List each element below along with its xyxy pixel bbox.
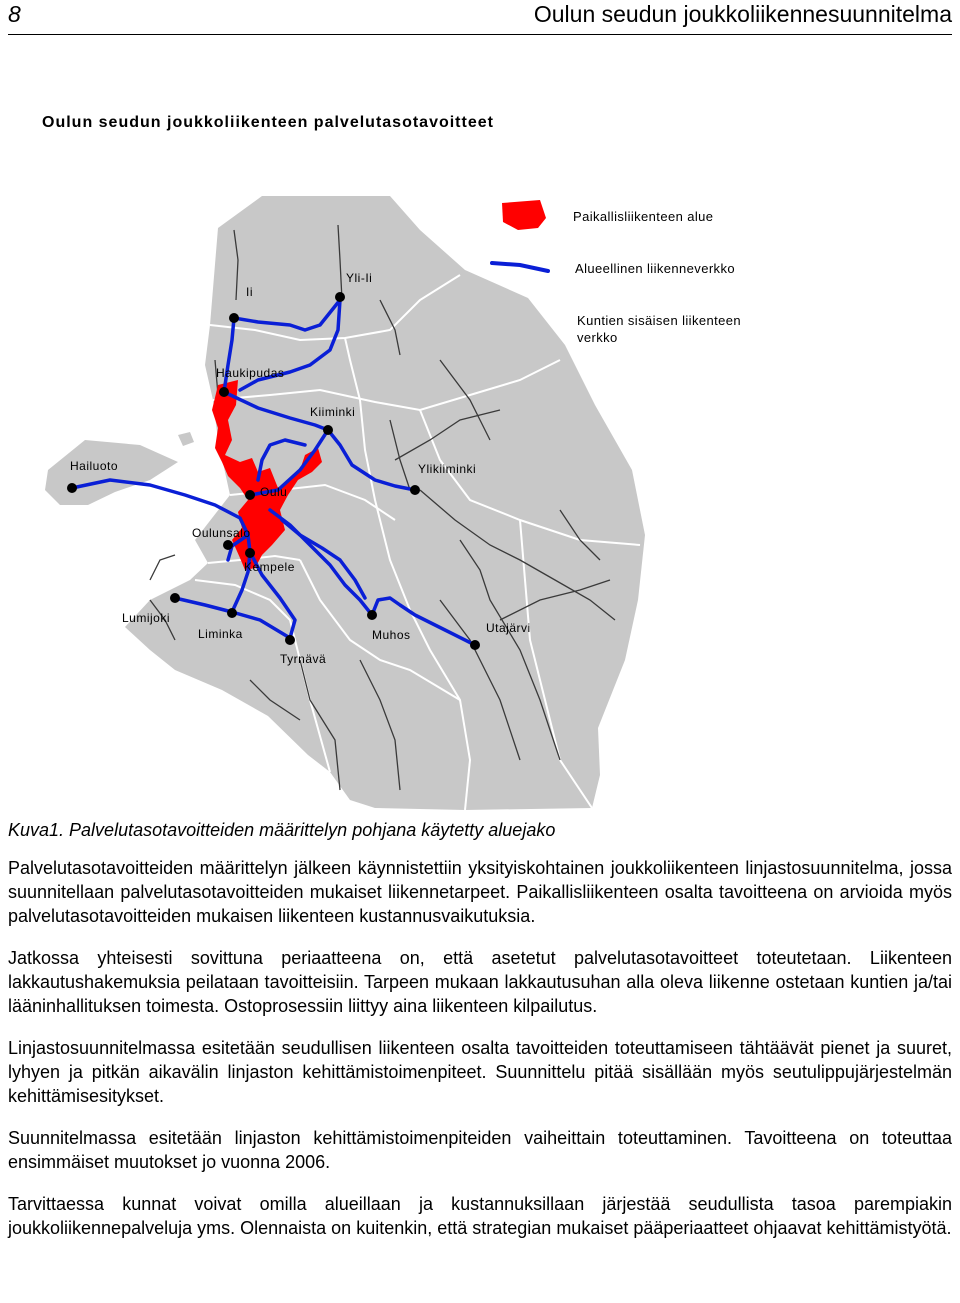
place-label: Tyrnävä — [280, 652, 327, 666]
town-marker-ylikiiminki — [410, 485, 420, 495]
town-marker-kiiminki — [323, 425, 333, 435]
legend-swatch-regional-network — [492, 263, 548, 271]
page-number: 8 — [8, 1, 21, 27]
page-header — [8, 0, 952, 35]
town-marker-tyrnava — [285, 635, 295, 645]
town-marker-muhos — [367, 610, 377, 620]
place-label: Ii — [246, 285, 253, 299]
place-label: Hailuoto — [70, 459, 119, 473]
town-marker-lumijoki — [170, 593, 180, 603]
place-label: Haukipudas — [216, 366, 285, 380]
town-marker-kempele — [245, 548, 255, 558]
legend-label-local-area: Paikallisliikenteen alue — [573, 209, 714, 224]
town-marker-ii — [229, 313, 239, 323]
place-label: Kiiminki — [310, 405, 356, 419]
legend-swatch-local-area — [502, 200, 546, 230]
legend-label-municipal-network: Kuntien sisäisen liikenteen verkko — [577, 313, 742, 345]
town-marker-utajarvi — [470, 640, 480, 650]
place-label: Lumijoki — [122, 611, 171, 625]
town-marker-yli-ii — [335, 292, 345, 302]
legend-label-regional-network: Alueellinen liikenneverkko — [575, 261, 735, 276]
region-map — [0, 150, 960, 815]
paragraph: Suunnitelmassa esitetään linjaston kehittämistoimenpiteiden vaiheittain toteuttaminen. Tavoitteena on toteuttaa ensimmäiset muutokset jo vuonna 2006. — [8, 1128, 952, 1172]
small-island — [178, 432, 194, 446]
place-label: Oulu — [260, 485, 288, 499]
paragraph: Jatkossa yhteisesti sovittuna periaatteena on, että asetetut palvelutasotavoitteet toteutetaan. Liikenteen lakkautushakemuksia peilataan tavoitteisiin. Tarpeen mukaan lakkautusuhan alla oleva liikenne ostetaan kuntien ja/tai lääninhallituksen toimesta. Ostoprosessiin liittyy aina liikenteen kilpailutus. — [8, 948, 952, 1016]
town-marker-oulu — [245, 490, 255, 500]
place-label: Kempele — [244, 560, 295, 574]
place-label: Muhos — [372, 628, 411, 642]
place-label: Yli-Ii — [346, 271, 373, 285]
place-label: Utajärvi — [486, 621, 531, 635]
body-text — [8, 856, 952, 1258]
town-marker-hailuoto — [67, 483, 77, 493]
paragraph: Linjastosuunnitelmassa esitetään seudullisen liikenteen osalta tavoitteiden toteuttamiseen tähtäävät pienet ja suuret, lyhyen ja pitkän aikavälin linjaston kehittämistoimenpiteet. Suunnittelu pitää sisällään myös seutulippujärjestelmän kehittämisesitykset. — [8, 1038, 952, 1106]
document-title: Oulun seudun joukkoliikennesuunnitelma — [533, 1, 952, 27]
place-label: Liminka — [198, 627, 243, 641]
town-marker-liminka — [227, 608, 237, 618]
town-marker-oulunsalo — [223, 540, 233, 550]
place-label: Ylikiiminki — [418, 462, 477, 476]
paragraph: Palvelutasotavoitteiden määrittelyn jälkeen käynnistettiin yksityiskohtainen joukkoliikenteen linjastosuunnitelma, jossa suunnitellaan palvelutasotavoitteiden mukaiset liikennetarpeet. Paikallisliikenteen osalta tavoitteena on arvioida myös palvelutasotavoitteiden mukaisen liikenteen kustannusvaikutuksia. — [8, 858, 952, 926]
figure-title: Oulun seudun joukkoliikenteen palvelutasotavoitteet — [42, 114, 494, 131]
paragraph: Tarvittaessa kunnat voivat omilla alueillaan ja kustannuksillaan järjestää seudullista tasoa parempiakin joukkoliikennepalveluja yms. Olennaista on kuitenkin, että strategian mukaiset pääperiaatteet ohjaavat kehittämistyötä. — [8, 1194, 952, 1238]
region-area — [125, 196, 645, 810]
place-label: Oulunsalo — [192, 526, 251, 540]
figure-caption: Kuva1. Palvelutasotavoitteiden määrittelyn pohjana käytetty aluejako — [8, 820, 556, 840]
town-marker-haukipudas — [219, 387, 229, 397]
